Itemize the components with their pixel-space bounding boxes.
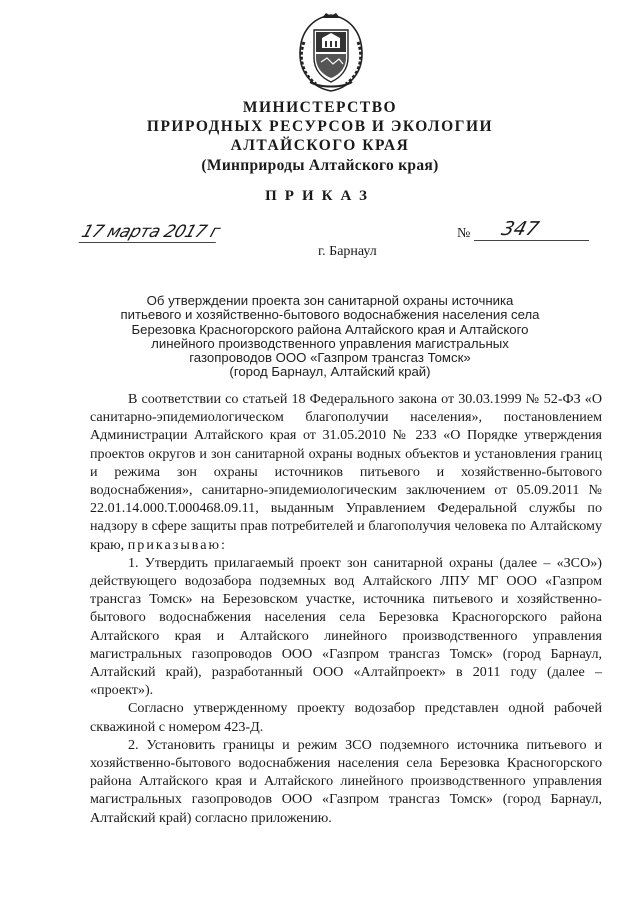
ministry-title-line-3: АЛТАЙСКОГО КРАЯ xyxy=(230,137,410,154)
item-1-paragraph: 1. Утвердить прилагаемый проект зон санитарной охраны (далее – «ЗСО») действующего водозабора подземных вод Алтайского ЛПУ МГ ООО «Газпром трансгаз Томск» на Березовском участке, источника питьевого и хозяйственно-бытового водоснабжения населения села Березовка Красногорского района Алтайского края и Алтайского линейного производственного управления магистральных газопроводов ООО «Газпром трансгаз Томск» (город Барнаул, Алтайский край), разработанный ООО «Алтайпроект» в 2011 году (далее – «проект»). xyxy=(90,554,602,699)
preamble-paragraph xyxy=(90,390,602,554)
order-body xyxy=(90,390,602,827)
subject-line: (город Барнаул, Алтайский край) xyxy=(229,364,431,380)
subject-line: питьевого и хозяйственно-бытового водоснабжения населения села xyxy=(120,307,540,323)
order-keyword: приказываю: xyxy=(127,536,227,553)
subject-line: газопроводов ООО «Газпром трансгаз Томск» xyxy=(189,350,471,366)
preamble-text: В соответствии со статьей 18 Федерального закона от 30.03.1999 № 52-ФЗ «О санитарно-эпидемиологическом благополучии населения», постановлением Администрации Алтайского края от 31.05.2010 № 233 «О Порядке утверждения проектов округов и зон санитарной охраны водных объектов и установления границ и режима зон охраны источников питьевого и хозяйственно-бытового водоснабжения», санитарно-эпидемиологическим заключением от 05.09.2011 № 22.01.14.000.Т.000468.09.11, выданным Управлением Федеральной службы по надзору в сфере защиты прав потребителей и благополучия человека по Алтайскому краю, xyxy=(90,391,602,553)
subject-line: линейного производственного управления магистральных xyxy=(151,335,509,351)
order-title: ПРИКАЗ xyxy=(265,188,375,204)
ministry-short-name: (Минприроды Алтайского края) xyxy=(201,157,439,174)
handwritten-date: 17 марта 2017 г xyxy=(78,222,223,242)
handwritten-order-number: 347 xyxy=(499,218,542,240)
order-number-label: № xyxy=(457,226,471,241)
coat-of-arms-emblem xyxy=(292,12,370,94)
subject-line: Березовка Красногорского района Алтайского края и Алтайского xyxy=(131,321,529,337)
order-number-underline xyxy=(474,240,589,241)
ministry-title-line-2: ПРИРОДНЫХ РЕСУРСОВ И ЭКОЛОГИИ xyxy=(146,118,494,135)
subject-line: Об утверждении проекта зон санитарной охраны источника xyxy=(146,293,514,308)
item-2-paragraph: 2. Установить границы и режим ЗСО подземного источника питьевого и хозяйственно-бытового водоснабжения населения села Березовка Красногорского района Алтайского края и Алтайского линейного производственного управления магистральных газопроводов ООО «Газпром трансгаз Томск» (город Барнаул, Алтайский край) согласно приложению. xyxy=(90,736,602,826)
order-subject xyxy=(110,294,550,380)
ministry-title-line-1: МИНИСТЕРСТВО xyxy=(242,99,398,116)
issue-city: г. Барнаул xyxy=(318,244,377,259)
item-1-note-paragraph: Согласно утвержденному проекту водозабор представлен одной рабочей скважиной с номером 423-Д. xyxy=(90,700,602,735)
